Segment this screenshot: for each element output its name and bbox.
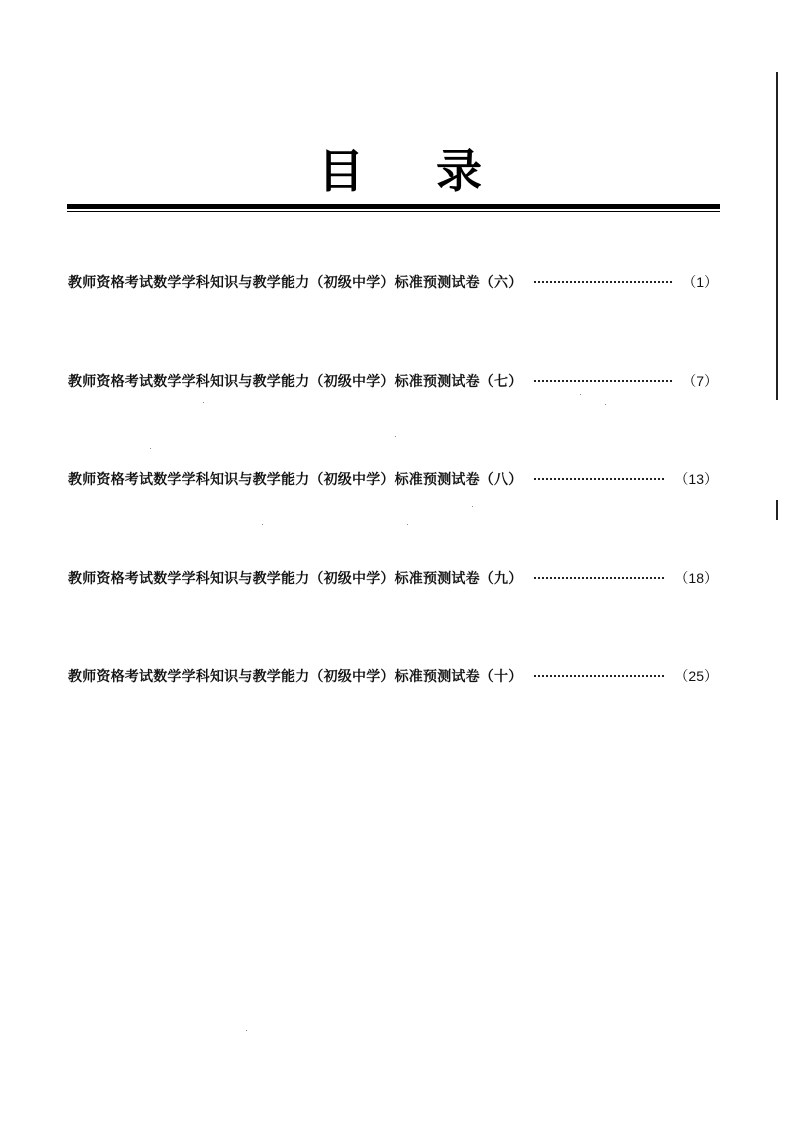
scan-speck <box>580 394 581 395</box>
scan-speck <box>246 1030 247 1031</box>
toc-entry-title: 教师资格考试数学学科知识与教学能力（初级中学）标准预测试卷（九） <box>68 570 523 587</box>
page-title: 目 录 <box>317 144 510 198</box>
scan-speck <box>150 448 151 449</box>
toc-dot-leader <box>534 281 672 283</box>
title-rule-thin <box>67 211 720 212</box>
toc-entry-page: （1） <box>682 274 718 290</box>
toc-entry-title: 教师资格考试数学学科知识与教学能力（初级中学）标准预测试卷（七） <box>68 373 523 390</box>
toc-dot-leader <box>534 577 664 579</box>
toc-entry-page: （7） <box>682 372 718 389</box>
scan-speck <box>472 506 473 507</box>
title-rule-thick <box>67 204 720 209</box>
toc-entry-page: （13） <box>674 471 718 487</box>
toc-entry-title: 教师资格考试数学学科知识与教学能力（初级中学）标准预测试卷（六） <box>68 275 523 291</box>
table-of-contents <box>68 270 718 763</box>
scan-edge-mark <box>776 72 778 400</box>
toc-dot-leader <box>534 675 664 677</box>
scan-speck <box>407 524 408 525</box>
scan-speck <box>262 524 263 525</box>
toc-entry[interactable] <box>68 566 718 665</box>
toc-entry-page: （25） <box>674 668 718 684</box>
toc-entry[interactable] <box>68 270 718 369</box>
toc-entry[interactable] <box>68 467 718 566</box>
toc-entry-title: 教师资格考试数学学科知识与教学能力（初级中学）标准预测试卷（十） <box>68 669 523 685</box>
toc-entry[interactable] <box>68 369 718 468</box>
toc-entry[interactable] <box>68 664 718 763</box>
toc-entry-title: 教师资格考试数学学科知识与教学能力（初级中学）标准预测试卷（八） <box>68 472 523 488</box>
toc-dot-leader <box>534 380 672 382</box>
scan-speck <box>395 436 396 437</box>
scan-edge-mark <box>776 500 778 520</box>
scan-speck <box>605 404 606 405</box>
scan-speck <box>203 402 204 403</box>
toc-dot-leader <box>534 478 664 480</box>
toc-entry-page: （18） <box>674 569 718 586</box>
